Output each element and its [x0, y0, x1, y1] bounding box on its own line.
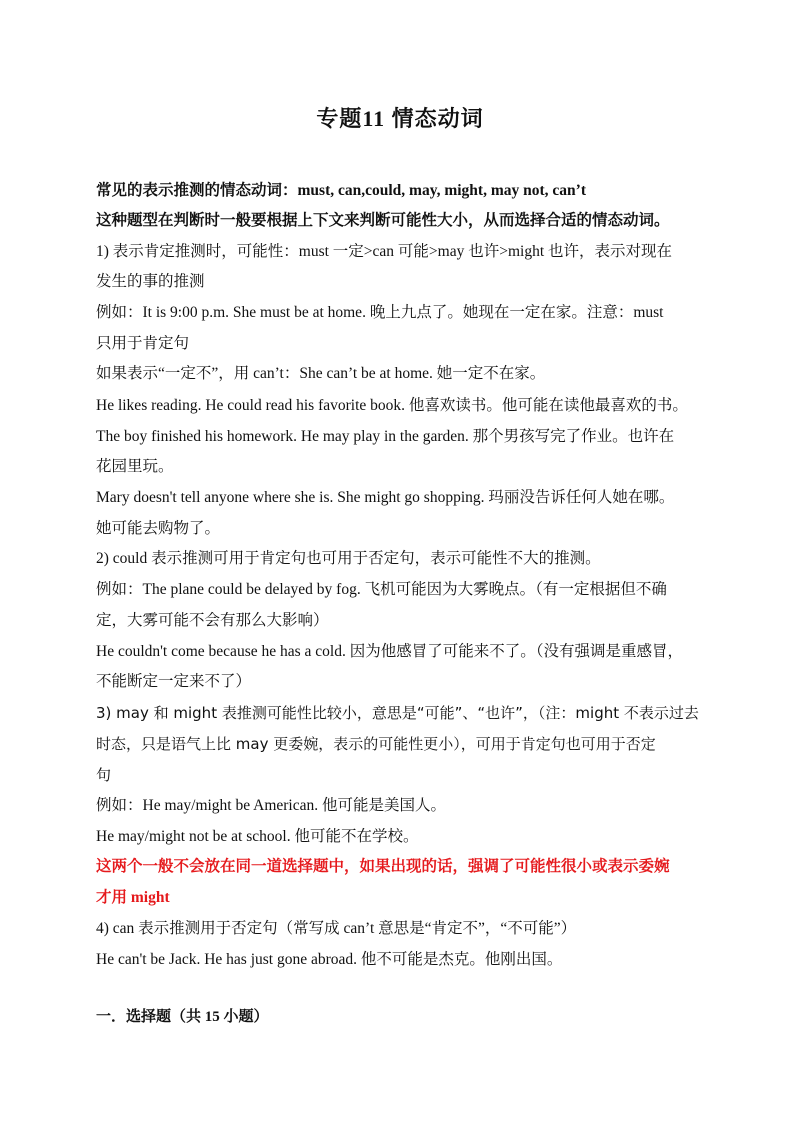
example-1-line-2: 只用于肯定句 [96, 335, 190, 352]
example-10-line: He can't be Jack. He has just gone abroad. 他不可能是杰克。他刚出国。 [96, 951, 563, 968]
point-3-line-3: 句 [96, 766, 112, 784]
intro-line-1: 常见的表示推测的情态动词：must, can,could, may, might, may not, can’t [96, 182, 586, 199]
point-4-line: 4) can 表示推测用于否定句（常写成 can’t 意思是“肯定不”，“不可能”） [96, 920, 577, 937]
example-4-line-1: The boy finished his homework. He may play in the garden. 那个男孩写完了作业。也许在 [96, 428, 675, 445]
warning-line-1: 这两个一般不会放在同一道选择题中，如果出现的话，强调了可能性很小或表示委婉 [96, 858, 670, 875]
example-5-line-2: 她可能去购物了。 [96, 520, 221, 537]
example-7-line-1: He couldn't come because he has a cold. 因为他感冒了可能来不了。（没有强调是重感冒， [96, 643, 683, 660]
example-7-line-2: 不能断定一定来不了） [96, 673, 252, 690]
intro-line-2: 这种题型在判断时一般要根据上下文来判断可能性大小，从而选择合适的情态动词。 [96, 212, 670, 229]
example-6-line-1: 例如：The plane could be delayed by fog. 飞机可能因为大雾晚点。（有一定根据但不确 [96, 581, 667, 598]
example-5-line-1: Mary doesn't tell anyone where she is. She might go shopping. 玛丽没告诉任何人她在哪。 [96, 489, 675, 506]
example-6-line-2: 定，大雾可能不会有那么大影响） [96, 612, 329, 629]
point-1-line-1: 1) 表示肯定推测时，可能性：must 一定>can 可能>may 也许>might 也许，表示对现在 [96, 243, 673, 260]
example-1-line-1: 例如：It is 9:00 p.m. She must be at home. 晚上九点了。她现在一定在家。注意：must [96, 304, 664, 321]
example-8-line: 例如：He may/might be American. 他可能是美国人。 [96, 797, 446, 814]
point-1-line-2: 发生的事的推测 [96, 273, 205, 290]
point-2-line: 2) could 表示推测可用于肯定句也可用于否定句，表示可能性不大的推测。 [96, 550, 601, 567]
example-4-line-2: 花园里玩。 [96, 458, 174, 475]
point-3-line-1: 3) may 和 might 表推测可能性比较小，意思是“可能”、“也许”，（注：might 不表示过去 [96, 704, 699, 722]
example-9-line: He may/might not be at school. 他可能不在学校。 [96, 828, 419, 845]
example-3-line: He likes reading. He could read his favorite book. 他喜欢读书。他可能在读他最喜欢的书。 [96, 397, 688, 414]
warning-line-2: 才用 might [96, 889, 170, 906]
point-3-line-2: 时态，只是语气上比 may 更委婉，表示的可能性更小），可用于肯定句也可用于否定 [96, 735, 656, 753]
section-heading: 一．选择题（共 15 小题） [96, 1009, 269, 1025]
example-2-line: 如果表示“一定不”，用 can’t：She can’t be at home. 她一定不在家。 [96, 365, 546, 382]
page-title: 专题11 情态动词 [316, 106, 484, 131]
